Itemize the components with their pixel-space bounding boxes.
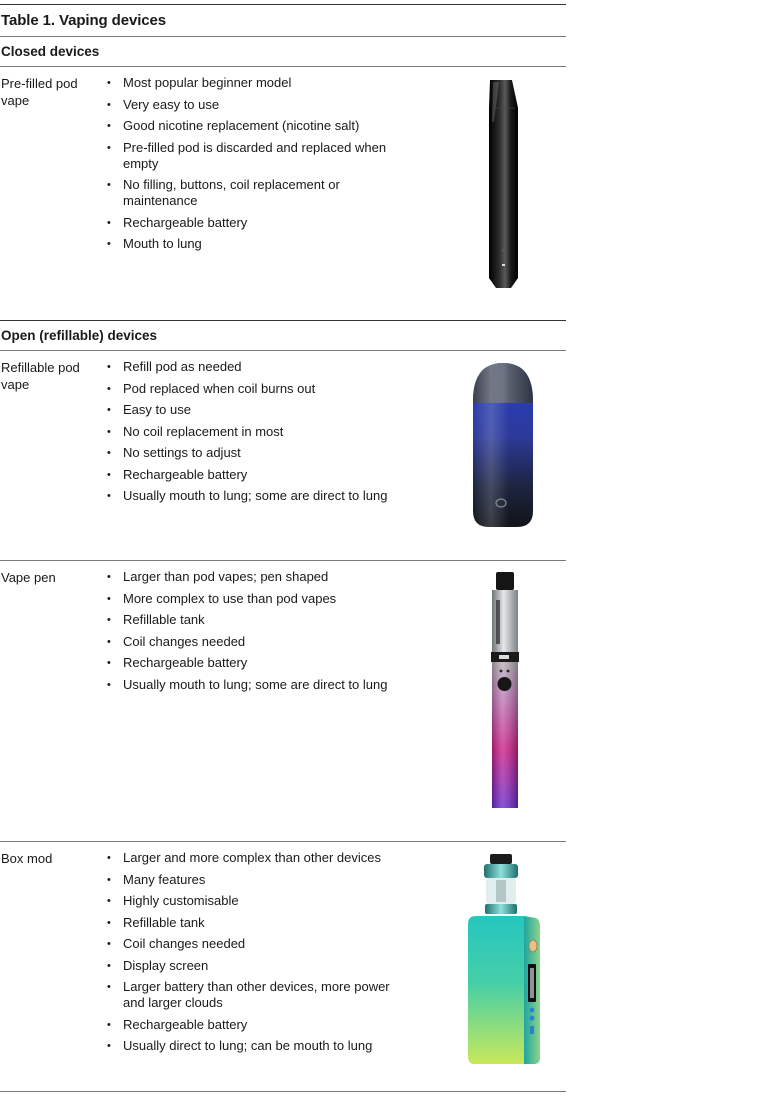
device-row-prefilled-pod <box>0 67 566 320</box>
feature-item: • Coil changes needed <box>107 634 407 650</box>
feature-item: • Usually mouth to lung; some are direct to lung <box>107 488 407 504</box>
device-name: Refillable pod vape <box>1 360 80 392</box>
feature-item: • Rechargeable battery <box>107 215 407 231</box>
feature-item: • Rechargeable battery <box>107 655 407 671</box>
feature-list <box>107 359 407 510</box>
feature-item: • Larger than pod vapes; pen shaped <box>107 569 407 585</box>
feature-item: • Most popular beginner model <box>107 75 407 91</box>
feature-item: • Good nicotine replacement (nicotine salt) <box>107 118 407 134</box>
feature-item: • Refillable tank <box>107 915 407 931</box>
device-name: Vape pen <box>1 570 56 585</box>
device-row-box-mod <box>0 842 566 1091</box>
feature-list <box>107 75 407 258</box>
feature-item: • Mouth to lung <box>107 236 407 252</box>
feature-item: • Display screen <box>107 958 407 974</box>
feature-item: • Very easy to use <box>107 97 407 113</box>
feature-item: • Many features <box>107 872 407 888</box>
feature-item: • Refill pod as needed <box>107 359 407 375</box>
blue-refillable-pod-icon <box>471 361 535 529</box>
table-bottom-rule <box>0 1091 566 1092</box>
box-mod-icon <box>464 852 544 1068</box>
feature-item: • Easy to use <box>107 402 407 418</box>
feature-item: • No filling, buttons, coil replacement or maintenance <box>107 177 407 209</box>
device-name: Box mod <box>1 851 53 866</box>
feature-list <box>107 850 407 1060</box>
feature-item: • Rechargeable battery <box>107 467 407 483</box>
vaping-devices-table <box>0 4 566 1092</box>
section-heading-open: Open (refillable) devices <box>1 328 158 343</box>
feature-item: • Rechargeable battery <box>107 1017 407 1033</box>
feature-item: • Pod replaced when coil burns out <box>107 381 407 397</box>
feature-item: • Usually direct to lung; can be mouth to lung <box>107 1038 407 1054</box>
feature-list <box>107 569 407 698</box>
black-pod-vape-icon <box>484 78 524 290</box>
feature-item: • Larger and more complex than other devices <box>107 850 407 866</box>
vape-pen-icon <box>488 570 522 810</box>
device-name: Pre-filled pod vape <box>1 76 78 108</box>
feature-item: • No settings to adjust <box>107 445 407 461</box>
table-title: Table 1. Vaping devices <box>1 12 166 29</box>
section-heading-closed: Closed devices <box>1 44 100 59</box>
device-row-vape-pen <box>0 561 566 841</box>
feature-item: • Highly customisable <box>107 893 407 909</box>
feature-item: • Usually mouth to lung; some are direct to lung <box>107 677 407 693</box>
feature-item: • More complex to use than pod vapes <box>107 591 407 607</box>
feature-item: • Larger battery than other devices, more power and larger clouds <box>107 979 407 1011</box>
device-row-refillable-pod <box>0 351 566 560</box>
feature-item: • No coil replacement in most <box>107 424 407 440</box>
feature-item: • Coil changes needed <box>107 936 407 952</box>
feature-item: • Refillable tank <box>107 612 407 628</box>
feature-item: • Pre-filled pod is discarded and replaced when empty <box>107 140 407 172</box>
